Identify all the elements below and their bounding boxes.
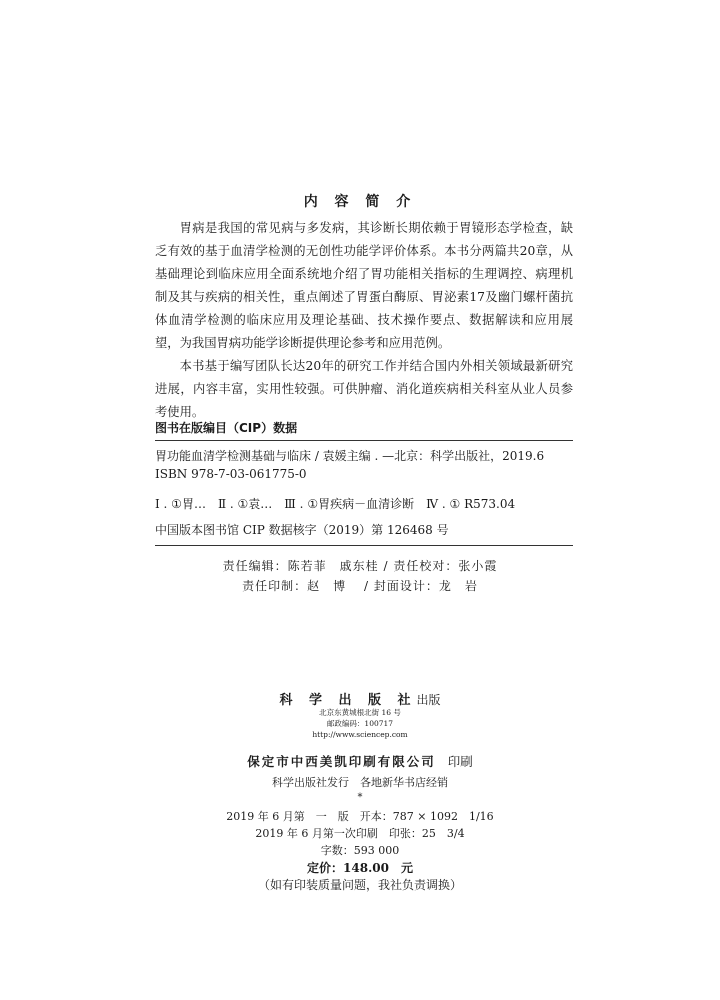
cip-isbn: ISBN 978-7-03-061775-0 xyxy=(155,467,307,481)
printer-suffix: 印刷 xyxy=(447,754,473,769)
quality-notice: （如有印装质量问题，我社负责调换） xyxy=(257,878,462,892)
publisher-name: 科 学 出 版 社 xyxy=(279,693,417,708)
publisher-url: http://www.sciencep.com xyxy=(312,730,408,739)
publisher-postcode: 邮政编码：100717 xyxy=(326,719,394,728)
printing-info: 2019 年 6 月第一次印刷 印张：25 3/4 xyxy=(255,827,465,840)
introduction-text xyxy=(155,217,573,424)
page-title: 内 容 简 介 xyxy=(303,194,417,210)
printer-name: 保定市中西美凯印刷有限公司 xyxy=(247,754,436,769)
editor-credits: 责任编辑：陈若菲 戚东桂 / 责任校对：张小霞 xyxy=(222,559,498,573)
word-count: 字数：593 000 xyxy=(320,844,400,857)
intro-paragraph-1: 胃病是我国的常见病与多发病，其诊断长期依赖于胃镜形态学检查，缺乏有效的基于血清学检测的无创性功能学评价体系。本书分两篇共20章，从基础理论到临床应用全面系统地介绍了胃功能相关指标的生理调控、病理机制及其与疾病的相关性，重点阐述了胃蛋白酶原、胃泌素17及幽门螺杆菌抗体血清学检测的临床应用及理论基础、技术操作要点、数据解读和应用展望，为我国胃病功能学诊断提供理论参考和应用范例。 xyxy=(155,221,573,350)
edition-info: 2019 年 6 月第 一 版 开本：787 × 1092 1/16 xyxy=(226,810,494,823)
cip-heading: 图书在版编目（CIP）数据 xyxy=(155,421,298,435)
cip-title-line: 胃功能血清学检测基础与临床 / 袁媛主编 . —北京：科学出版社，2019.6 xyxy=(155,449,545,463)
printing-credits: 责任印制：赵 博 / 封面设计：龙 岩 xyxy=(242,579,478,593)
price: 定价：148.00 元 xyxy=(307,861,413,875)
publisher-suffix: 出版 xyxy=(416,693,441,707)
intro-paragraph-2: 本书基于编写团队长达20年的研究工作并结合国内外相关领域最新研究进展，内容丰富，实用性较强。可供肿瘤、消化道疾病相关科室从业人员参考使用。 xyxy=(155,359,573,419)
cip-top-rule xyxy=(155,440,573,441)
separator-star: * xyxy=(357,792,363,803)
publisher-address: 北京东黄城根北街 16 号 xyxy=(319,708,401,717)
cip-record-number: 中国版本图书馆 CIP 数据核字（2019）第 126468 号 xyxy=(155,523,449,537)
printer-line xyxy=(0,751,720,770)
cip-classification: Ⅰ . ①胃… Ⅱ . ①袁… Ⅲ . ①胃疾病－血清诊断 Ⅳ . ① R573.04 xyxy=(155,497,516,511)
publisher-line xyxy=(0,689,720,708)
distribution-info: 科学出版社发行 各地新华书店经销 xyxy=(272,776,448,789)
cip-bottom-rule xyxy=(155,545,573,546)
